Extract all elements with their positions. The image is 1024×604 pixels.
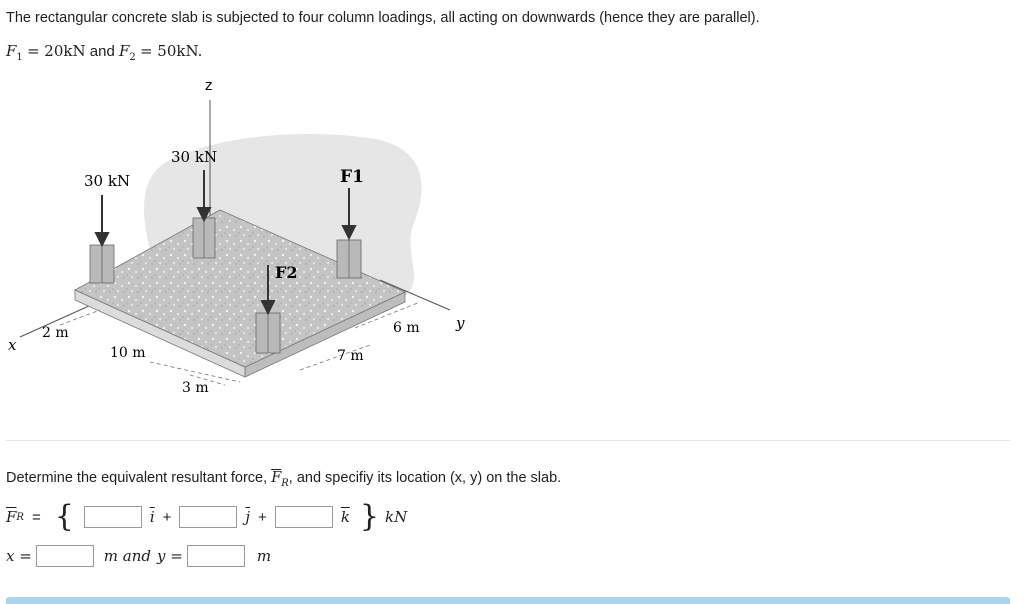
load-label-left: 30 kN <box>84 172 131 190</box>
plus-1: + <box>162 508 172 526</box>
force-label-f1: F1 <box>340 167 364 187</box>
y-location-input[interactable] <box>187 545 245 567</box>
fr-subscript: R <box>281 477 289 489</box>
column-right <box>337 240 361 278</box>
fr-equals: = <box>31 508 41 526</box>
fr-answer-symbol: $\overline{F}$ <box>6 508 17 526</box>
fr-j-component-input[interactable] <box>179 506 237 528</box>
close-brace: } <box>359 499 379 534</box>
column-back <box>193 218 215 258</box>
j-unit-vector: $\overline{j}$ <box>245 508 251 526</box>
f1-subscript: 1 <box>16 52 23 63</box>
load-label-back: 30 kN <box>171 148 218 166</box>
dim-label-2m: 2 m <box>42 325 69 341</box>
problem-statement: The rectangular concrete slab is subjected to four column loadings, all acting on downwards (hence they are parallel). <box>6 10 760 26</box>
bottom-progress-bar <box>6 597 1010 604</box>
x-location-input[interactable] <box>36 545 94 567</box>
x-label: x = <box>6 547 32 565</box>
dim-label-7m: 7 m <box>337 348 364 364</box>
force-label-f2: F2 <box>275 263 298 282</box>
f2-symbol: F <box>118 42 130 60</box>
prompt-after: , and specifiy its location (x, y) on the slab. <box>288 470 562 486</box>
fr-i-component-input[interactable] <box>84 506 142 528</box>
dim-label-10m: 10 m <box>110 345 146 361</box>
section-divider <box>6 440 1010 441</box>
dim-label-3m: 3 m <box>182 380 209 396</box>
m-unit: m <box>256 547 272 565</box>
location-row <box>6 545 271 567</box>
dim-label-6m: 6 m <box>393 320 420 336</box>
given-forces <box>6 42 202 63</box>
m-and-text: m and <box>103 547 151 565</box>
fr-k-component-input[interactable] <box>275 506 333 528</box>
i-unit-vector: $\overline{i}$ <box>149 508 155 526</box>
column-front <box>256 313 280 353</box>
x-axis-label: x <box>8 336 17 354</box>
open-brace: { <box>54 499 74 534</box>
f2-subscript: 2 <box>129 52 136 63</box>
y-axis-label: y <box>456 314 465 332</box>
f1-symbol: F <box>6 42 17 60</box>
prompt-before: Determine the equivalent resultant force, <box>6 470 268 486</box>
resultant-force-row <box>6 499 408 534</box>
y-label: y = <box>157 547 183 565</box>
plus-2: + <box>258 508 267 526</box>
f1-value: = 20kN <box>26 42 86 60</box>
k-unit-vector: $\overline{k}$ <box>340 508 350 526</box>
and-text: and <box>89 43 115 60</box>
question-prompt <box>6 470 561 489</box>
fr-symbol: $\overline{F}$ <box>271 470 282 486</box>
z-axis-label: z <box>205 78 213 94</box>
column-left <box>90 245 114 283</box>
force-unit: kN <box>385 508 408 526</box>
f2-value: = 50kN. <box>139 42 203 60</box>
slab-diagram <box>0 70 520 410</box>
fr-answer-subscript: R <box>16 511 24 523</box>
